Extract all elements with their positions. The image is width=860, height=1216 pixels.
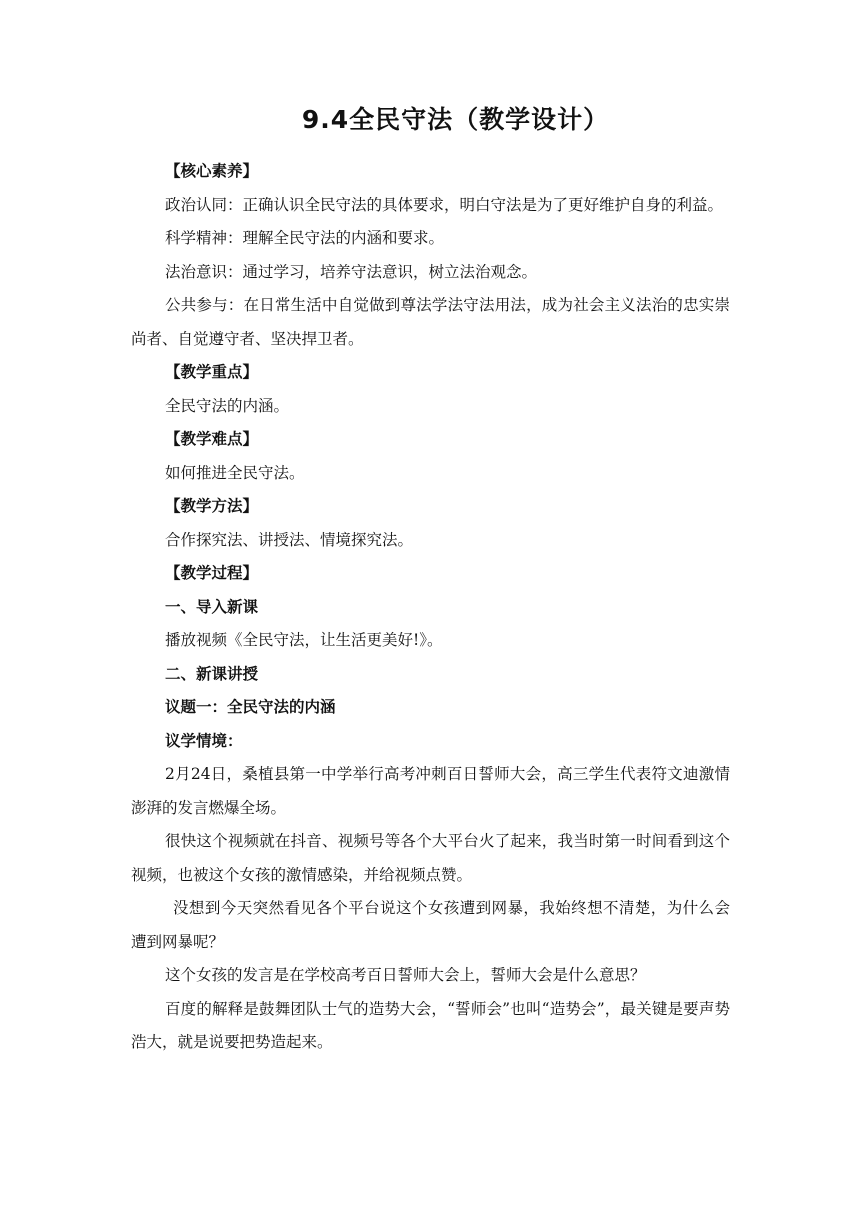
paragraph: 很快这个视频就在抖音、视频号等各个大平台火了起来，我当时第一时间看到这个视频，也被这个女孩的激情感染，并给视频点赞。: [131, 832, 730, 884]
core-literacy-heading: 【核心素养】: [165, 162, 259, 180]
methods-heading: 【教学方法】: [165, 497, 259, 515]
scientific-spirit-text: 科学精神：理解全民守法的内涵和要求。: [165, 229, 445, 247]
key-point-heading: 【教学重点】: [165, 363, 259, 381]
paragraph: 这个女孩的发言是在学校高考百日誓师大会上，誓师大会是什么意思？: [165, 966, 646, 984]
part1-heading: 一、导入新课: [165, 597, 259, 616]
paragraph: 百度的解释是鼓舞团队士气的造势大会，“誓师会”也叫“造势会”，最关键是要声势浩大，就是说要把势造起来。: [131, 999, 730, 1051]
topic1-heading: 议题一：全民守法的内涵: [165, 698, 336, 716]
part1-text: 播放视频《全民守法，让生活更美好!》。: [165, 631, 443, 649]
public-participation-text: 公共参与：在日常生活中自觉做到尊法学法守法用法，成为社会主义法治的忠实崇尚者、自觉遵守者、坚决捍卫者。: [131, 296, 730, 348]
paragraph: 没想到今天突然看见各个平台说这个女孩遭到网暴，我始终想不清楚，为什么会遭到网暴呢？: [131, 899, 730, 951]
political-identity-text: 政治认同：正确认识全民守法的具体要求，明白守法是为了更好维护自身的利益。: [165, 195, 724, 214]
situation-heading: 议学情境：: [165, 731, 243, 750]
process-heading: 【教学过程】: [165, 564, 259, 582]
legal-awareness-text: 法治意识：通过学习，培养守法意识，树立法治观念。: [165, 262, 538, 281]
document-title: 9.4全民守法（教学设计）: [301, 105, 610, 134]
key-point-text: 全民守法的内涵。: [165, 396, 290, 415]
paragraph: 2月24日，桑植县第一中学举行高考冲刺百日誓师大会，高三学生代表符文迪激情澎湃的发言燃爆全场。: [131, 765, 730, 817]
methods-text: 合作探究法、讲授法、情境探究法。: [165, 530, 414, 549]
difficulty-heading: 【教学难点】: [165, 430, 259, 448]
difficulty-text: 如何推进全民守法。: [165, 463, 305, 482]
part2-heading: 二、新课讲授: [165, 664, 259, 683]
